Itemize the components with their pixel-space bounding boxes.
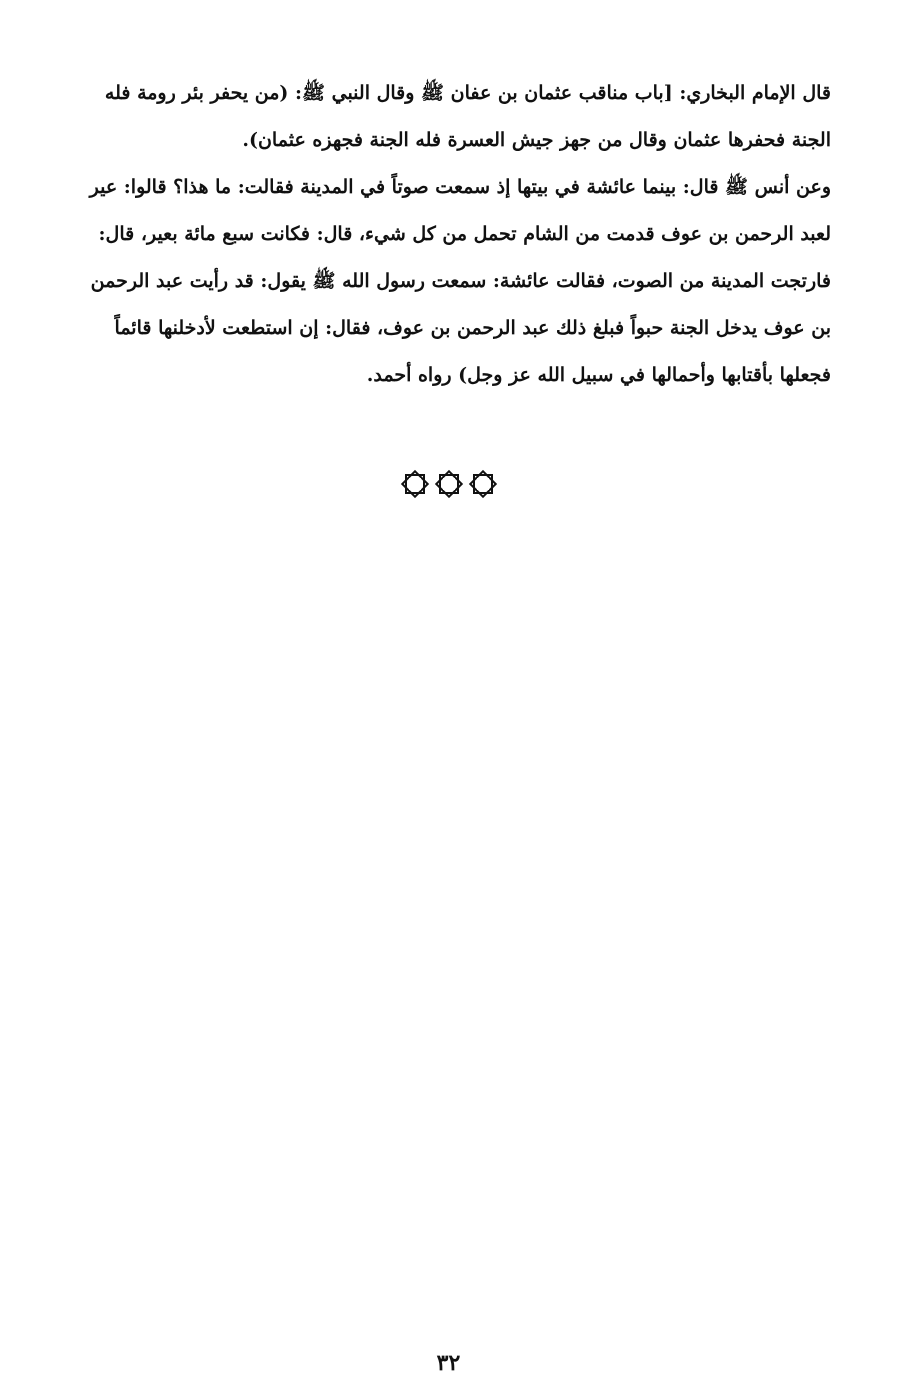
- section-divider-ornament: [0, 468, 897, 500]
- text-line: فارتجت المدينة من الصوت، فقالت عائشة: سمعت رسول الله ﷺ يقول: قد رأيت عبد الرحمن: [90, 270, 831, 292]
- paragraph-anas: [31, 164, 831, 399]
- body-text: [31, 70, 831, 399]
- text-line: لعبد الرحمن بن عوف قدمت من الشام تحمل من كل شيء، قال: فكانت سبع مائة بعير، قال:: [98, 223, 831, 245]
- text-line: بن عوف يدخل الجنة حبواً فبلغ ذلك عبد الرحمن بن عوف، فقال: إن استطعت لأدخلنها قائماً: [114, 317, 831, 339]
- octagram-ornament-icon: [467, 468, 499, 500]
- text-line: وعن أنس ﷺ قال: بينما عائشة في بيتها إذ سمعت صوتاً في المدينة فقالت: ما هذا؟ قالوا: عير: [89, 176, 831, 198]
- text-line: قال الإمام البخاري: [باب مناقب عثمان بن عفان ﷺ وقال النبي ﷺ: (من يحفر بئر رومة فله: [104, 82, 831, 104]
- text-line: فجعلها بأقتابها وأحمالها في سبيل الله عز وجل) رواه أحمد.: [366, 364, 831, 386]
- text-line: الجنة فحفرها عثمان وقال من جهز جيش العسرة فله الجنة فجهزه عثمان).: [242, 129, 831, 151]
- octagram-ornament-icon: [433, 468, 465, 500]
- octagram-ornament-icon: [399, 468, 431, 500]
- paragraph-bukhari: [31, 70, 831, 164]
- page-number: ٣٢: [436, 1350, 461, 1376]
